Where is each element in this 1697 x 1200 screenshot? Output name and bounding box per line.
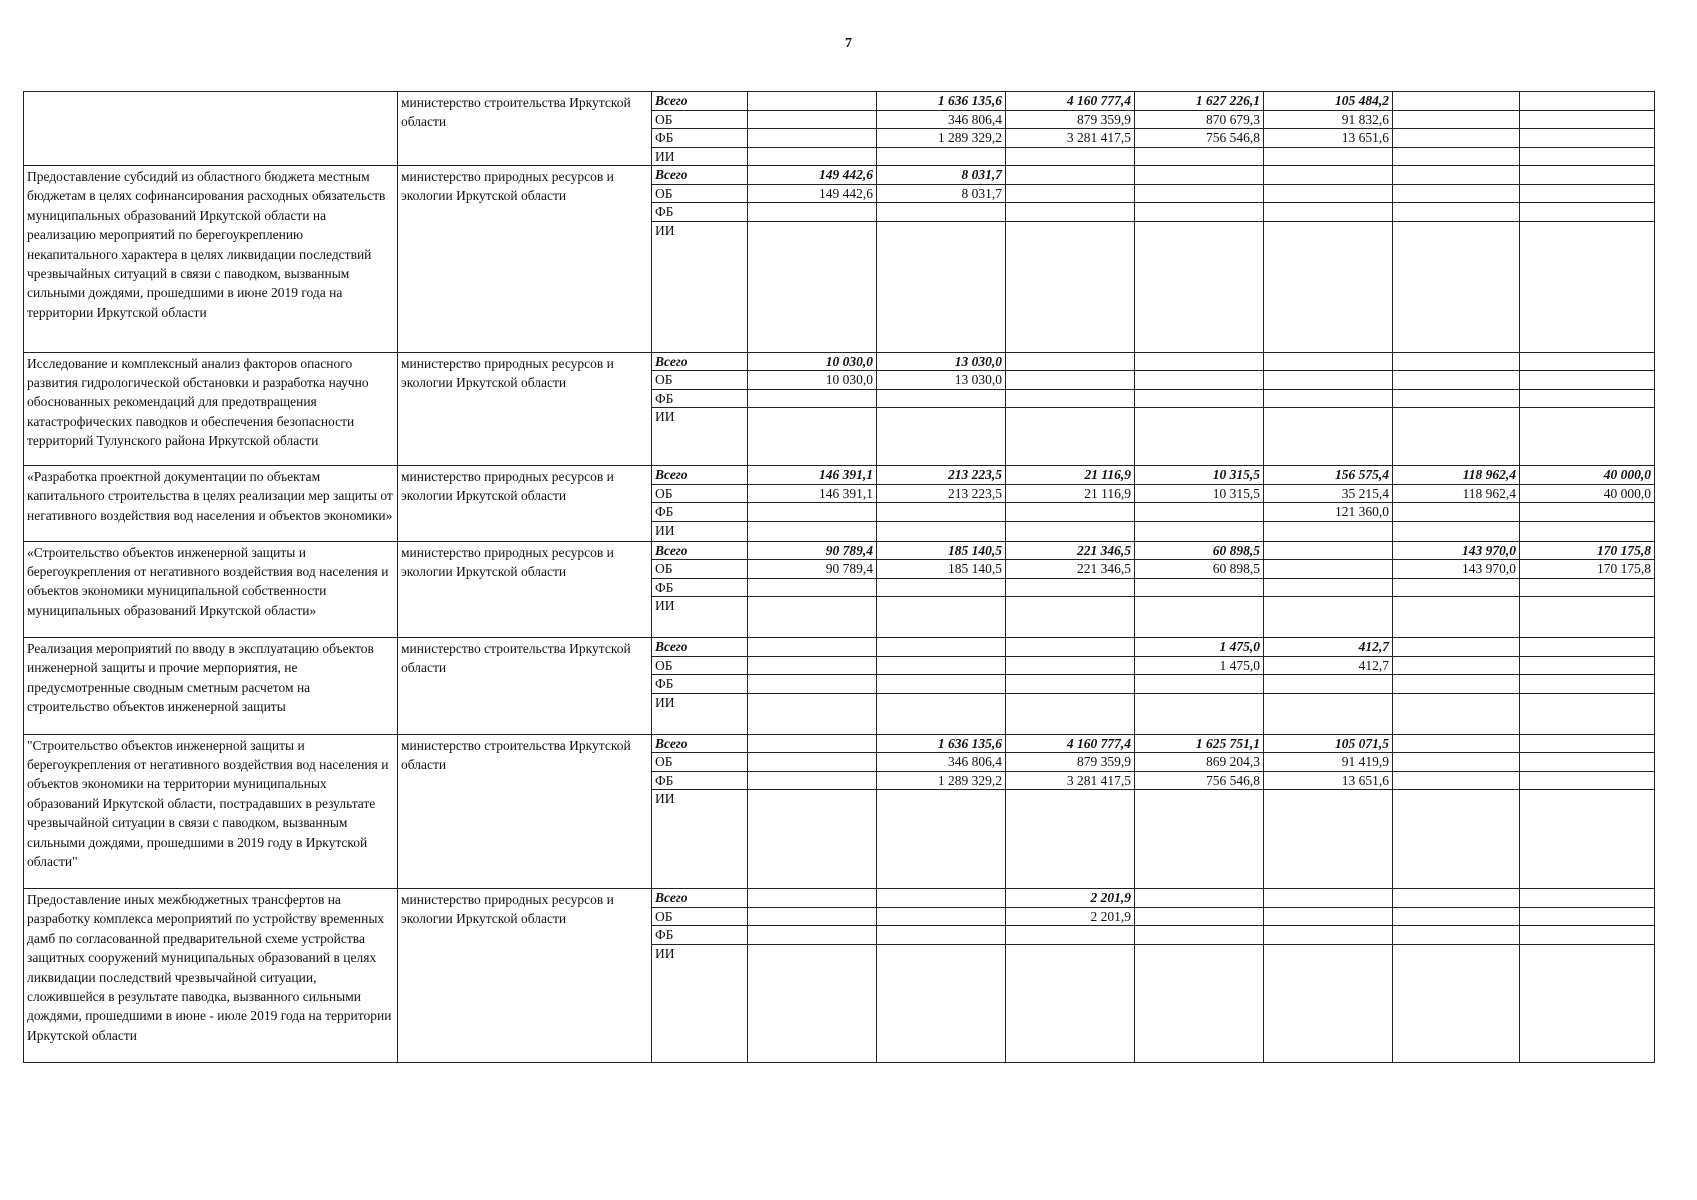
amount-cell (1264, 578, 1393, 597)
amount-cell (877, 203, 1006, 222)
amount-cell (1135, 408, 1264, 466)
funding-source: ФБ (652, 926, 748, 945)
amount-cell: 412,7 (1264, 656, 1393, 675)
funding-source: ИИ (652, 693, 748, 734)
amount-cell (1520, 638, 1655, 657)
funding-source: ИИ (652, 408, 748, 466)
amount-cell (877, 675, 1006, 694)
funding-source: Всего (652, 466, 748, 485)
amount-cell (1135, 521, 1264, 541)
amount-cell (1520, 753, 1655, 772)
amount-cell (877, 889, 1006, 908)
amount-cell: 118 962,4 (1393, 466, 1520, 485)
amount-cell (1520, 110, 1655, 129)
amount-cell (1393, 944, 1520, 1062)
amount-cell: 756 546,8 (1135, 771, 1264, 790)
amount-cell: 879 359,9 (1006, 110, 1135, 129)
amount-cell: 8 031,7 (877, 166, 1006, 185)
measure-description: Реализация мероприятий по вводу в эксплуатацию объектов инженерной защиты и прочие мерпориятия, не предусмотренные сводным сметным расчетом на строительство объектов инженерной защиты (24, 638, 398, 735)
amount-cell (1393, 352, 1520, 371)
amount-cell: 8 031,7 (877, 184, 1006, 203)
amount-cell: 146 391,1 (748, 466, 877, 485)
amount-cell: 13 651,6 (1264, 771, 1393, 790)
amount-cell (1264, 541, 1393, 560)
amount-cell (1135, 147, 1264, 166)
amount-cell (1393, 166, 1520, 185)
amount-cell (748, 734, 877, 753)
funding-source: ОБ (652, 371, 748, 390)
amount-cell (748, 129, 877, 148)
table-row (24, 352, 1655, 371)
amount-cell (1520, 734, 1655, 753)
amount-cell (1393, 408, 1520, 466)
amount-cell (1393, 734, 1520, 753)
amount-cell (1520, 944, 1655, 1062)
responsible-executor: министерство строительства Иркутской области (398, 92, 652, 166)
responsible-executor: министерство строительства Иркутской области (398, 734, 652, 889)
amount-cell (1006, 184, 1135, 203)
amount-cell: 879 359,9 (1006, 753, 1135, 772)
amount-cell (1520, 389, 1655, 408)
amount-cell (748, 503, 877, 522)
amount-cell (1006, 147, 1135, 166)
amount-cell (1135, 503, 1264, 522)
amount-cell (877, 638, 1006, 657)
amount-cell (1520, 521, 1655, 541)
amount-cell (748, 926, 877, 945)
measure-description: «Строительство объектов инженерной защиты и берегоукрепления от негативного воздействия вод населения и объектов экономики муниципальной собственности муниципальных образований Иркутской области» (24, 541, 398, 638)
amount-cell (1135, 578, 1264, 597)
funding-source: ФБ (652, 675, 748, 694)
amount-cell (1264, 389, 1393, 408)
amount-cell: 869 204,3 (1135, 753, 1264, 772)
funding-source: ОБ (652, 656, 748, 675)
amount-cell (1393, 638, 1520, 657)
amount-cell (877, 389, 1006, 408)
amount-cell (1393, 221, 1520, 352)
amount-cell (1393, 753, 1520, 772)
responsible-executor: министерство природных ресурсов и экологии Иркутской области (398, 166, 652, 353)
amount-cell (877, 221, 1006, 352)
funding-source: ОБ (652, 184, 748, 203)
amount-cell (1520, 771, 1655, 790)
amount-cell: 221 346,5 (1006, 560, 1135, 579)
amount-cell (1264, 166, 1393, 185)
amount-cell: 35 215,4 (1264, 484, 1393, 503)
amount-cell (1006, 790, 1135, 889)
amount-cell (748, 790, 877, 889)
amount-cell: 1 475,0 (1135, 638, 1264, 657)
amount-cell: 146 391,1 (748, 484, 877, 503)
amount-cell (877, 578, 1006, 597)
funding-source: ИИ (652, 221, 748, 352)
amount-cell (748, 221, 877, 352)
amount-cell: 10 030,0 (748, 371, 877, 390)
amount-cell: 143 970,0 (1393, 560, 1520, 579)
amount-cell: 60 898,5 (1135, 541, 1264, 560)
amount-cell: 105 484,2 (1264, 92, 1393, 111)
funding-source: Всего (652, 541, 748, 560)
amount-cell: 121 360,0 (1264, 503, 1393, 522)
amount-cell (1264, 203, 1393, 222)
funding-source: ОБ (652, 753, 748, 772)
funding-source: Всего (652, 352, 748, 371)
funding-source: ФБ (652, 771, 748, 790)
amount-cell (1520, 597, 1655, 638)
table-row (24, 92, 1655, 111)
amount-cell (1520, 166, 1655, 185)
amount-cell: 149 442,6 (748, 166, 877, 185)
amount-cell (877, 790, 1006, 889)
amount-cell (1264, 560, 1393, 579)
amount-cell (1520, 693, 1655, 734)
amount-cell: 346 806,4 (877, 753, 1006, 772)
amount-cell (1393, 521, 1520, 541)
amount-cell (877, 926, 1006, 945)
amount-cell (1393, 129, 1520, 148)
funding-source: Всего (652, 734, 748, 753)
amount-cell (1393, 389, 1520, 408)
amount-cell (1135, 944, 1264, 1062)
funding-source: ОБ (652, 484, 748, 503)
amount-cell (1264, 693, 1393, 734)
funding-source: ОБ (652, 907, 748, 926)
amount-cell (1006, 371, 1135, 390)
funding-source: ИИ (652, 521, 748, 541)
amount-cell (1393, 184, 1520, 203)
amount-cell: 90 789,4 (748, 560, 877, 579)
amount-cell (1393, 907, 1520, 926)
amount-cell (1393, 597, 1520, 638)
amount-cell (1393, 503, 1520, 522)
amount-cell (1393, 656, 1520, 675)
amount-cell: 1 289 329,2 (877, 771, 1006, 790)
amount-cell (1006, 926, 1135, 945)
amount-cell (1006, 521, 1135, 541)
amount-cell (877, 503, 1006, 522)
funding-source: Всего (652, 166, 748, 185)
funding-source: ИИ (652, 944, 748, 1062)
amount-cell: 13 651,6 (1264, 129, 1393, 148)
funding-source: Всего (652, 92, 748, 111)
funding-source: ОБ (652, 110, 748, 129)
amount-cell: 105 071,5 (1264, 734, 1393, 753)
amount-cell (1135, 352, 1264, 371)
amount-cell: 185 140,5 (877, 560, 1006, 579)
amount-cell (1006, 408, 1135, 466)
funding-source: ИИ (652, 147, 748, 166)
amount-cell: 2 201,9 (1006, 907, 1135, 926)
amount-cell (1135, 597, 1264, 638)
amount-cell (1006, 693, 1135, 734)
amount-cell (748, 889, 877, 908)
amount-cell (748, 944, 877, 1062)
amount-cell (877, 147, 1006, 166)
amount-cell (1264, 147, 1393, 166)
measure-description (24, 92, 398, 166)
amount-cell: 149 442,6 (748, 184, 877, 203)
amount-cell (1264, 889, 1393, 908)
amount-cell: 21 116,9 (1006, 466, 1135, 485)
amount-cell: 170 175,8 (1520, 541, 1655, 560)
amount-cell: 1 627 226,1 (1135, 92, 1264, 111)
amount-cell (1135, 926, 1264, 945)
responsible-executor: министерство природных ресурсов и экологии Иркутской области (398, 541, 652, 638)
amount-cell (1264, 907, 1393, 926)
amount-cell (1520, 129, 1655, 148)
amount-cell: 10 030,0 (748, 352, 877, 371)
amount-cell (1006, 944, 1135, 1062)
amount-cell (1393, 110, 1520, 129)
amount-cell (1393, 371, 1520, 390)
amount-cell (1264, 675, 1393, 694)
amount-cell (1393, 675, 1520, 694)
amount-cell: 3 281 417,5 (1006, 771, 1135, 790)
amount-cell (1520, 147, 1655, 166)
amount-cell (877, 944, 1006, 1062)
amount-cell (1264, 521, 1393, 541)
amount-cell (1393, 92, 1520, 111)
amount-cell (1264, 790, 1393, 889)
amount-cell (1520, 184, 1655, 203)
amount-cell: 221 346,5 (1006, 541, 1135, 560)
amount-cell (877, 907, 1006, 926)
amount-cell (1135, 371, 1264, 390)
amount-cell (1006, 638, 1135, 657)
amount-cell (1393, 790, 1520, 889)
funding-source: ИИ (652, 597, 748, 638)
amount-cell (748, 110, 877, 129)
amount-cell (1264, 221, 1393, 352)
amount-cell (748, 597, 877, 638)
amount-cell (1520, 92, 1655, 111)
amount-cell (1264, 926, 1393, 945)
amount-cell (1520, 675, 1655, 694)
amount-cell (748, 907, 877, 926)
funding-source: ФБ (652, 578, 748, 597)
funding-source: ФБ (652, 129, 748, 148)
amount-cell (1135, 693, 1264, 734)
amount-cell (1135, 389, 1264, 408)
amount-cell (748, 521, 877, 541)
amount-cell: 143 970,0 (1393, 541, 1520, 560)
amount-cell (1135, 907, 1264, 926)
amount-cell (877, 521, 1006, 541)
amount-cell: 1 636 135,6 (877, 92, 1006, 111)
amount-cell (1006, 675, 1135, 694)
amount-cell: 1 289 329,2 (877, 129, 1006, 148)
amount-cell (1264, 944, 1393, 1062)
measure-description: Исследование и комплексный анализ факторов опасного развития гидрологической обстановки и разработка научно обоснованных рекомендаций для предотвращения катастрофических паводков и обеспечения безопасности территорий Тулунского района Иркутской области (24, 352, 398, 466)
amount-cell (1520, 907, 1655, 926)
funding-source: ИИ (652, 790, 748, 889)
amount-cell: 60 898,5 (1135, 560, 1264, 579)
table-row (24, 638, 1655, 657)
amount-cell (1393, 693, 1520, 734)
amount-cell (1264, 184, 1393, 203)
amount-cell: 90 789,4 (748, 541, 877, 560)
amount-cell (1520, 503, 1655, 522)
amount-cell: 756 546,8 (1135, 129, 1264, 148)
amount-cell (1520, 790, 1655, 889)
amount-cell (877, 656, 1006, 675)
amount-cell (1520, 926, 1655, 945)
funding-table (23, 91, 1655, 1063)
amount-cell: 1 475,0 (1135, 656, 1264, 675)
amount-cell (1393, 147, 1520, 166)
amount-cell: 1 636 135,6 (877, 734, 1006, 753)
funding-source: ФБ (652, 203, 748, 222)
amount-cell: 213 223,5 (877, 484, 1006, 503)
amount-cell (1135, 790, 1264, 889)
responsible-executor: министерство природных ресурсов и экологии Иркутской области (398, 889, 652, 1063)
amount-cell: 10 315,5 (1135, 484, 1264, 503)
amount-cell (1393, 889, 1520, 908)
amount-cell: 185 140,5 (877, 541, 1006, 560)
table-row (24, 889, 1655, 908)
amount-cell (1006, 352, 1135, 371)
amount-cell (1006, 503, 1135, 522)
amount-cell: 91 419,9 (1264, 753, 1393, 772)
measure-description: Предоставление субсидий из областного бюджета местным бюджетам в целях софинансирования расходных обязательств муниципальных образований Иркутской области на реализацию мероприятий по берегоукреплению некапитального характера в целях ликвидации последствий чрезвычайных ситуаций в связи с паводком, вызванным сильными дождями, прошедшими в июне 2019 года на территории Иркутской области (24, 166, 398, 353)
measure-description: "Строительство объектов инженерной защиты и берегоукрепления от негативного воздействия вод населения и объектов экономики на территории муниципальных образований Иркутской области, пострадавших в результате чрезвычайной ситуации в связи с паводком, вызванным сильными дождями, прошедшими в 2019 году в Иркутской области" (24, 734, 398, 889)
amount-cell: 170 175,8 (1520, 560, 1655, 579)
funding-source: Всего (652, 638, 748, 657)
responsible-executor: министерство строительства Иркутской области (398, 638, 652, 735)
amount-cell (877, 597, 1006, 638)
amount-cell (877, 693, 1006, 734)
responsible-executor: министерство природных ресурсов и экологии Иркутской области (398, 466, 652, 542)
measure-description: «Разработка проектной документации по объектам капитального строительства в целях реализации мер защиты от негативного воздействия вод населения и объектов экономики» (24, 466, 398, 542)
amount-cell: 91 832,6 (1264, 110, 1393, 129)
amount-cell (1135, 166, 1264, 185)
amount-cell (1006, 166, 1135, 185)
funding-source: ОБ (652, 560, 748, 579)
amount-cell (1264, 352, 1393, 371)
amount-cell (1264, 371, 1393, 390)
table-row (24, 166, 1655, 185)
amount-cell (1135, 203, 1264, 222)
amount-cell (748, 675, 877, 694)
funding-source: ФБ (652, 503, 748, 522)
funding-source: ФБ (652, 389, 748, 408)
amount-cell: 346 806,4 (877, 110, 1006, 129)
amount-cell: 118 962,4 (1393, 484, 1520, 503)
amount-cell (1135, 221, 1264, 352)
amount-cell (748, 203, 877, 222)
amount-cell (748, 771, 877, 790)
amount-cell (1264, 597, 1393, 638)
amount-cell (1006, 389, 1135, 408)
amount-cell (1393, 926, 1520, 945)
amount-cell: 21 116,9 (1006, 484, 1135, 503)
amount-cell: 412,7 (1264, 638, 1393, 657)
table-row (24, 466, 1655, 485)
page-number: 7 (845, 36, 852, 51)
amount-cell (1393, 578, 1520, 597)
amount-cell (1006, 221, 1135, 352)
amount-cell (1520, 203, 1655, 222)
amount-cell (748, 578, 877, 597)
amount-cell (1393, 203, 1520, 222)
amount-cell (1520, 408, 1655, 466)
amount-cell (1520, 889, 1655, 908)
amount-cell (1006, 656, 1135, 675)
amount-cell: 2 201,9 (1006, 889, 1135, 908)
amount-cell (1520, 578, 1655, 597)
amount-cell (748, 638, 877, 657)
amount-cell: 156 575,4 (1264, 466, 1393, 485)
amount-cell: 3 281 417,5 (1006, 129, 1135, 148)
amount-cell: 4 160 777,4 (1006, 734, 1135, 753)
amount-cell: 13 030,0 (877, 352, 1006, 371)
amount-cell (748, 92, 877, 111)
amount-cell (1520, 371, 1655, 390)
amount-cell (1264, 408, 1393, 466)
amount-cell (1135, 675, 1264, 694)
amount-cell (1520, 221, 1655, 352)
amount-cell (1006, 578, 1135, 597)
amount-cell: 213 223,5 (877, 466, 1006, 485)
amount-cell: 40 000,0 (1520, 484, 1655, 503)
amount-cell (748, 147, 877, 166)
amount-cell (1393, 771, 1520, 790)
amount-cell (1006, 203, 1135, 222)
amount-cell: 40 000,0 (1520, 466, 1655, 485)
measure-description: Предоставление иных межбюджетных трансфертов на разработку комплекса мероприятий по устройству временных дамб по согласованной предварительной схеме устройства защитных сооружений муниципальных образований в целях ликвидации последствий чрезвычайной ситуации, сложившейся в результате паводка, вызванного сильными дождями, прошедшими в июне - июле 2019 года на территории Иркутской области (24, 889, 398, 1063)
amount-cell (1135, 889, 1264, 908)
amount-cell: 10 315,5 (1135, 466, 1264, 485)
amount-cell (748, 753, 877, 772)
amount-cell (1520, 352, 1655, 371)
table-row (24, 541, 1655, 560)
amount-cell: 4 160 777,4 (1006, 92, 1135, 111)
amount-cell (748, 389, 877, 408)
amount-cell (1520, 656, 1655, 675)
amount-cell (1006, 597, 1135, 638)
funding-source: Всего (652, 889, 748, 908)
amount-cell (748, 408, 877, 466)
amount-cell (748, 693, 877, 734)
responsible-executor: министерство природных ресурсов и экологии Иркутской области (398, 352, 652, 466)
table-row (24, 734, 1655, 753)
amount-cell (1135, 184, 1264, 203)
amount-cell (877, 408, 1006, 466)
amount-cell (748, 656, 877, 675)
amount-cell: 13 030,0 (877, 371, 1006, 390)
amount-cell: 1 625 751,1 (1135, 734, 1264, 753)
amount-cell: 870 679,3 (1135, 110, 1264, 129)
